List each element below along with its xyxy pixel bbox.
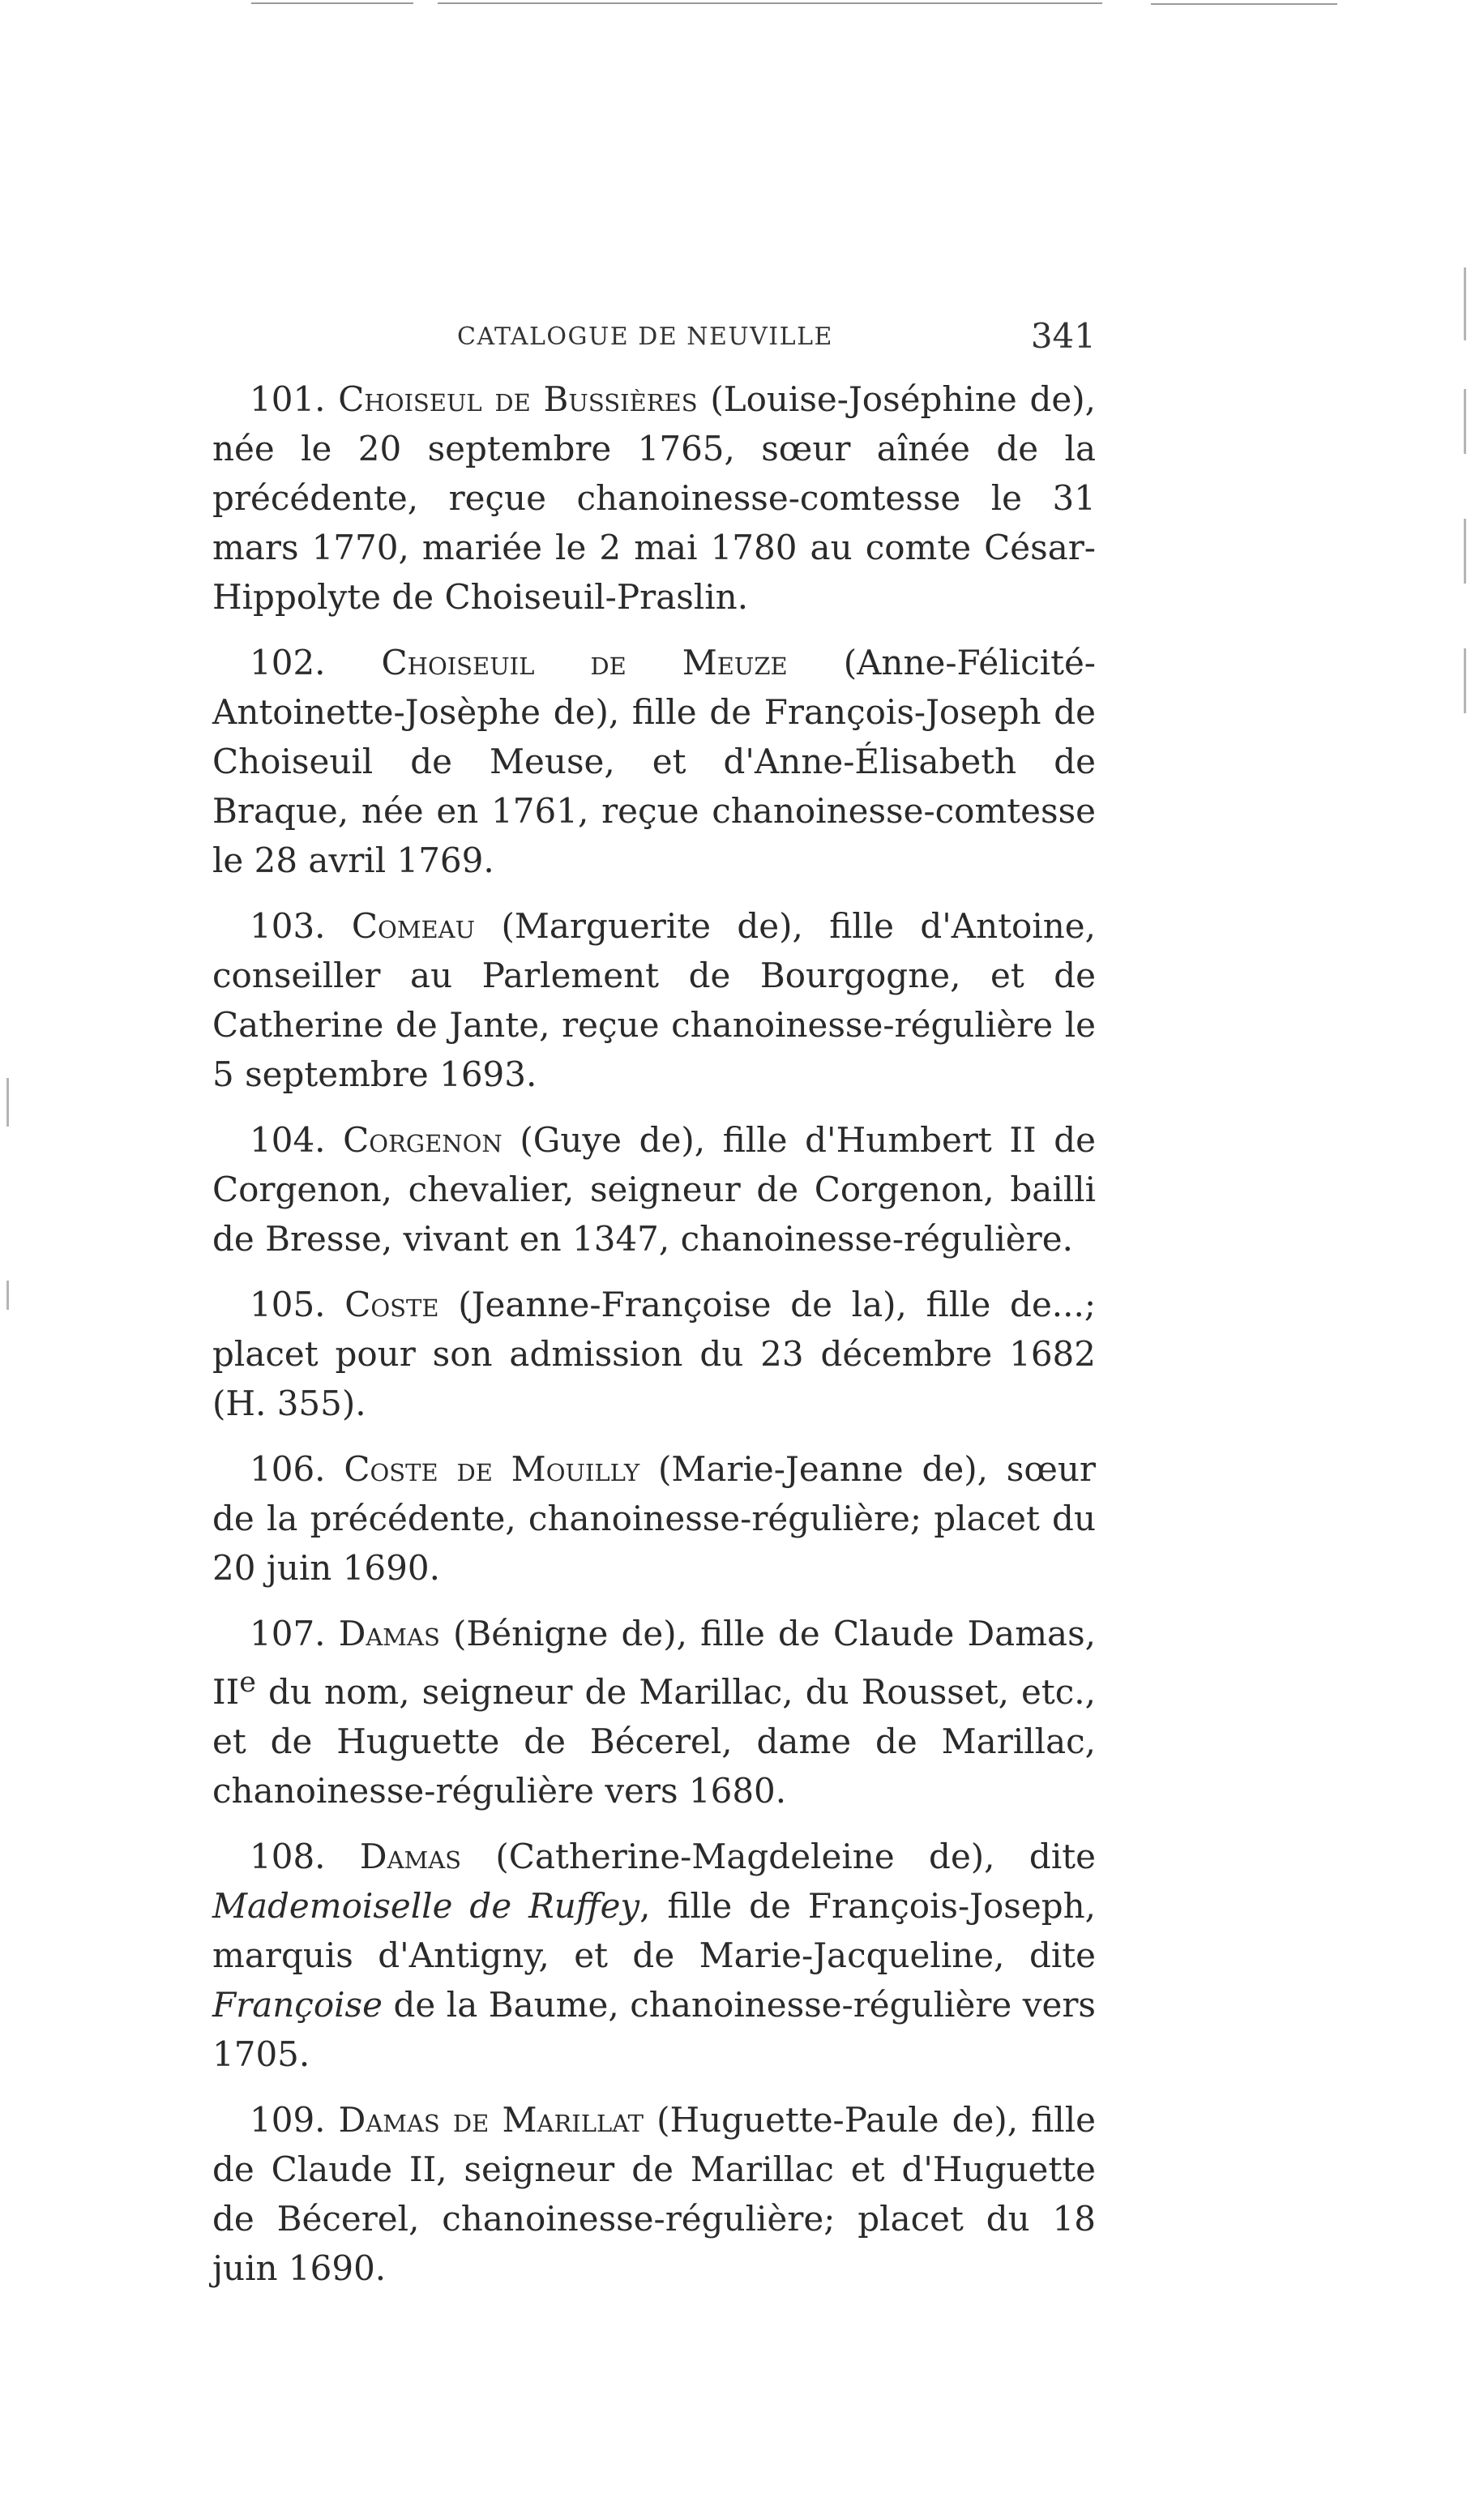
entry-italic-a: Mademoiselle de Ruffey xyxy=(212,1886,640,1926)
running-head: CATALOGUE DE NEUVILLE xyxy=(457,323,833,351)
entry-text: du nom, seigneur de Marillac, du Rousset, etc., et de Huguette de Bécerel, dame de Marillac, chanoinesse-régulière vers 1680. xyxy=(212,1672,1096,1811)
entry-name: Choiseuil de Meuze xyxy=(381,643,788,682)
entry-text-b: , fille de François-Joseph, marquis d'Antigny, et de Marie-Jacqueline, dite xyxy=(212,1886,1096,1975)
entry-number: 104. xyxy=(250,1120,326,1160)
entry-name: Damas xyxy=(359,1837,462,1876)
entry-number: 108. xyxy=(250,1837,326,1876)
entry-name: Damas de Marillat xyxy=(338,2100,644,2140)
entry-text: (Jeanne-Françoise de la), fille de...; placet pour son admission du 23 décembre 1682 (H. 355). xyxy=(212,1285,1097,1423)
margin-mark-right-2 xyxy=(1464,389,1466,454)
margin-mark-left-1 xyxy=(6,1078,9,1127)
entry-text: (Marguerite de), fille d'Antoine, conseiller au Parlement de Bourgogne, et de Catherine de Jante, reçue chanoinesse-régulière le 5 septembre 1693. xyxy=(212,906,1096,1094)
entry-number: 106. xyxy=(250,1449,326,1489)
entry-text-before-superscript: (Bénigne de), fille de Claude Damas, II xyxy=(212,1614,1096,1712)
margin-mark-left-2 xyxy=(6,1281,9,1310)
entry-name: Coste xyxy=(344,1285,439,1324)
scan-border-top-middle xyxy=(438,2,1102,4)
entry-104 xyxy=(212,1115,1096,1264)
entry-106 xyxy=(212,1444,1096,1593)
margin-mark-right-4 xyxy=(1464,648,1466,713)
entry-text: (Huguette-Paule de), fille de Claude II, seigneur de Marillac et d'Huguette de Bécerel, chanoinesse-régulière; placet du 18 juin 1690. xyxy=(212,2100,1096,2288)
entry-italic-b: Françoise xyxy=(212,1985,383,2025)
entry-number: 103. xyxy=(250,906,326,946)
superscript: e xyxy=(239,1666,256,1699)
entry-name: Coste de Mouilly xyxy=(344,1449,640,1489)
entry-108 xyxy=(212,1832,1096,2079)
page-header xyxy=(212,316,1096,360)
entry-number: 107. xyxy=(250,1614,326,1653)
entry-101 xyxy=(212,374,1096,622)
entry-102 xyxy=(212,638,1096,885)
entry-text: (Anne-Félicité-Antoinette-Josèphe de), fille de François-Joseph de Choiseuil de Meuse, et d'Anne-Élisabeth de Braque, née en 1761, reçue chanoinesse-comtesse le 28 avril 1769. xyxy=(212,643,1096,880)
entry-number: 101. xyxy=(250,379,326,419)
entry-103 xyxy=(212,901,1096,1099)
scan-border-top-left xyxy=(251,2,413,4)
page-number: 341 xyxy=(1030,316,1096,356)
entry-name: Comeau xyxy=(351,906,476,946)
entry-number: 102. xyxy=(250,643,326,682)
catalogue-entries xyxy=(212,374,1096,2309)
entry-name: Damas xyxy=(338,1614,440,1653)
entry-109 xyxy=(212,2095,1096,2293)
entry-number: 105. xyxy=(250,1285,326,1324)
entry-text-a: (Catherine-Magdeleine de), dite xyxy=(461,1837,1096,1876)
entry-107 xyxy=(212,1609,1096,1816)
scan-border-top-right xyxy=(1151,3,1337,5)
margin-mark-right-3 xyxy=(1464,519,1466,584)
entry-text-c: de la Baume, chanoinesse-régulière vers 1705. xyxy=(212,1985,1096,2074)
entry-105 xyxy=(212,1280,1096,1428)
entry-text: (Marie-Jeanne de), sœur de la précédente, chanoinesse-régulière; placet du 20 juin 1690. xyxy=(212,1449,1096,1588)
entry-text: (Louise-Joséphine de), née le 20 septembre 1765, sœur aînée de la précédente, reçue chanoinesse-comtesse le 31 mars 1770, mariée le 2 mai 1780 au comte César-Hippolyte de Choiseuil-Praslin. xyxy=(212,379,1096,617)
entry-name: Choiseul de Bussières xyxy=(338,379,698,419)
entry-text: (Guye de), fille d'Humbert II de Corgenon, chevalier, seigneur de Corgenon, bailli de Bresse, vivant en 1347, chanoinesse-régulière. xyxy=(212,1120,1096,1259)
margin-mark-right-1 xyxy=(1464,267,1466,340)
entry-name: Corgenon xyxy=(343,1120,503,1160)
entry-number: 109. xyxy=(250,2100,326,2140)
